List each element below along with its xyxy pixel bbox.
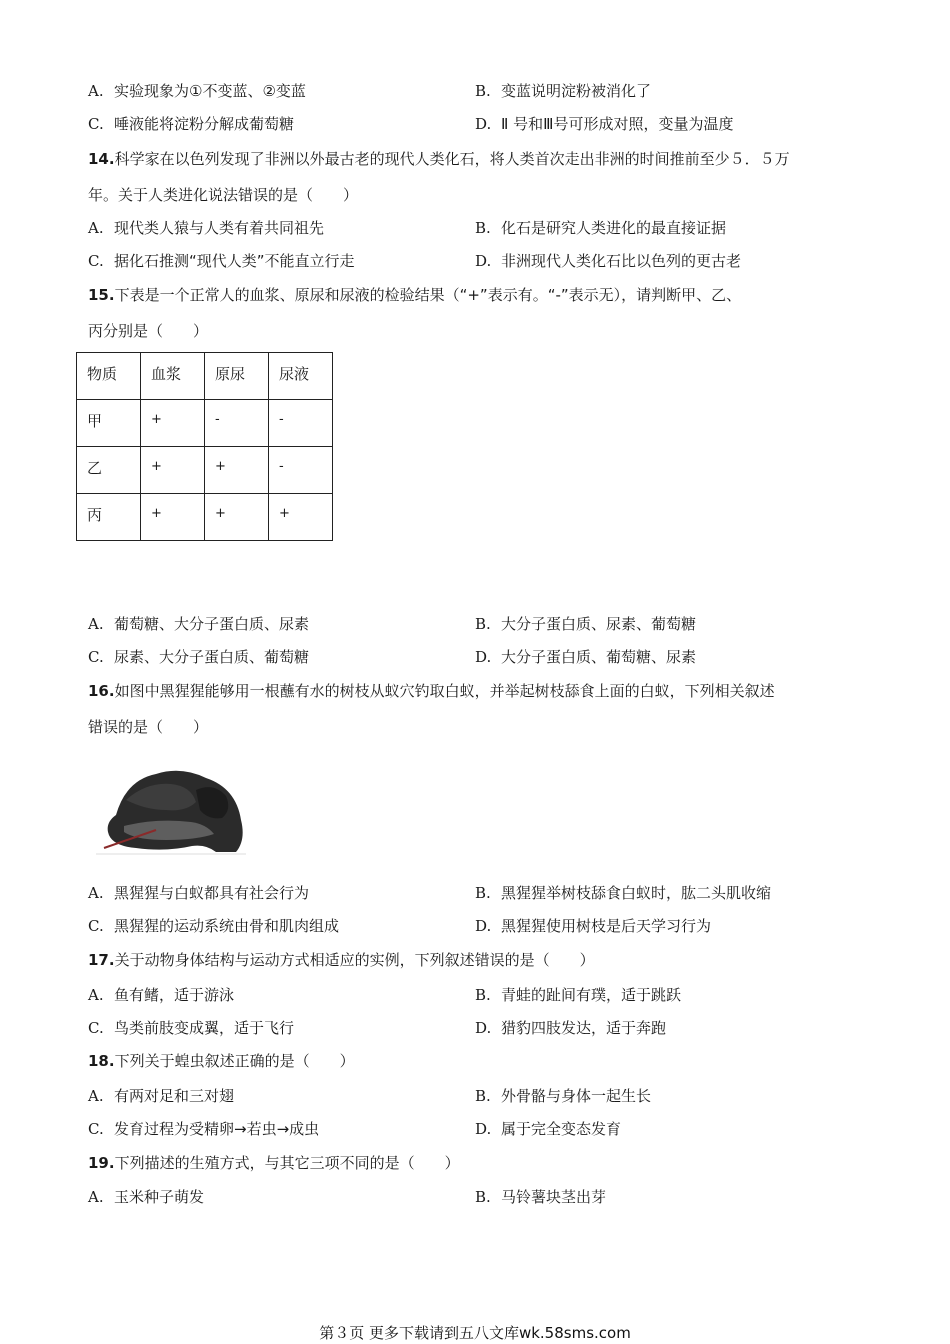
urine-test-table	[76, 352, 333, 541]
q15-option-b: B. 大分子蛋白质、尿素、葡萄糖	[475, 615, 697, 633]
q15-option-d: D. 大分子蛋白质、葡萄糖、尿素	[475, 648, 697, 666]
q16-option-b: B. 黑猩猩举树枝舔食白蚁时，肱二头肌收缩	[475, 884, 772, 902]
q14-option-a: A. 现代类人猿与人类有着共同祖先	[88, 219, 325, 237]
q18-stem: 18.下列关于蝗虫叙述正确的是（ ）	[88, 1052, 355, 1070]
q16-stem: 16.如图中黑猩猩能够用一根蘸有水的树枝从蚁穴钓取白蚁，并举起树枝舔食上面的白蚁，下列相关叙述	[88, 682, 775, 700]
q14-option-d: D. 非洲现代人类化石比以色列的更古老	[475, 252, 742, 270]
q17-option-c: C. 鸟类前肢变成翼，适于飞行	[88, 1019, 295, 1037]
table-cell: 甲	[77, 400, 141, 447]
q13-option-b: B. 变蓝说明淀粉被消化了	[475, 82, 652, 100]
q18-option-c: C. 发育过程为受精卵→若虫→成虫	[88, 1120, 320, 1138]
table-cell: +	[141, 447, 205, 494]
q18-option-b: B. 外骨骼与身体一起生长	[475, 1087, 652, 1105]
q14-option-c: C. 据化石推测“现代人类”不能直立行走	[88, 252, 355, 270]
q14-stem: 14.科学家在以色列发现了非洲以外最古老的现代人类化石，将人类首次走出非洲的时间推前至少５．５万	[88, 150, 790, 168]
q16-stem-cont: 错误的是（ ）	[88, 718, 209, 736]
q14-stem-cont: 年。关于人类进化说法错误的是（ ）	[88, 186, 359, 204]
chimpanzee-fishing-image	[96, 760, 246, 855]
table-cell: +	[205, 447, 269, 494]
q19-option-b: B. 马铃薯块茎出芽	[475, 1188, 607, 1206]
table-header-cell: 物质	[77, 353, 141, 400]
q13-option-a: A. 实验现象为①不变蓝、②变蓝	[88, 82, 306, 100]
q18-option-a: A. 有两对足和三对翅	[88, 1087, 235, 1105]
q17-option-b: B. 青蛙的趾间有璞，适于跳跃	[475, 986, 682, 1004]
table-row	[77, 400, 333, 447]
q15-stem-cont: 丙分别是（ ）	[88, 322, 209, 340]
q17-option-a: A. 鱼有鳍，适于游泳	[88, 986, 235, 1004]
table-header-cell: 尿液	[269, 353, 333, 400]
q16-option-a: A. 黑猩猩与白蚁都具有社会行为	[88, 884, 310, 902]
table-header-cell: 原尿	[205, 353, 269, 400]
table-cell: 丙	[77, 494, 141, 541]
q16-option-c: C. 黑猩猩的运动系统由骨和肌肉组成	[88, 917, 340, 935]
q18-option-d: D. 属于完全变态发育	[475, 1120, 622, 1138]
q13-option-c: C. 唾液能将淀粉分解成葡萄糖	[88, 115, 295, 133]
table-header-row	[77, 353, 333, 400]
chimpanzee-figure	[96, 760, 246, 855]
page-footer: 第３页 更多下载请到五八文库wk.58sms.com	[319, 1324, 631, 1342]
table-cell: -	[205, 400, 269, 447]
q15-stem: 15.下表是一个正常人的血浆、原尿和尿液的检验结果（“+”表示有。“-”表示无），请判断甲、乙、	[88, 286, 742, 304]
table-cell: +	[141, 494, 205, 541]
q17-option-d: D. 猎豹四肢发达，适于奔跑	[475, 1019, 667, 1037]
table-cell: -	[269, 400, 333, 447]
q15-option-a: A. 葡萄糖、大分子蛋白质、尿素	[88, 615, 310, 633]
table-cell: +	[141, 400, 205, 447]
q16-option-d: D. 黑猩猩使用树枝是后天学习行为	[475, 917, 712, 935]
q17-stem: 17.关于动物身体结构与运动方式相适应的实例，下列叙述错误的是（ ）	[88, 951, 595, 969]
table-cell: +	[269, 494, 333, 541]
table-cell: 乙	[77, 447, 141, 494]
table-row	[77, 494, 333, 541]
q15-option-c: C. 尿素、大分子蛋白质、葡萄糖	[88, 648, 310, 666]
q19-option-a: A. 玉米种子萌发	[88, 1188, 205, 1206]
q14-option-b: B. 化石是研究人类进化的最直接证据	[475, 219, 727, 237]
table-header-cell: 血浆	[141, 353, 205, 400]
q19-stem: 19.下列描述的生殖方式，与其它三项不同的是（ ）	[88, 1154, 460, 1172]
q13-option-d: D. Ⅱ 号和Ⅲ号可形成对照，变量为温度	[475, 115, 734, 133]
table-row	[77, 447, 333, 494]
table-cell: +	[205, 494, 269, 541]
table-cell: -	[269, 447, 333, 494]
